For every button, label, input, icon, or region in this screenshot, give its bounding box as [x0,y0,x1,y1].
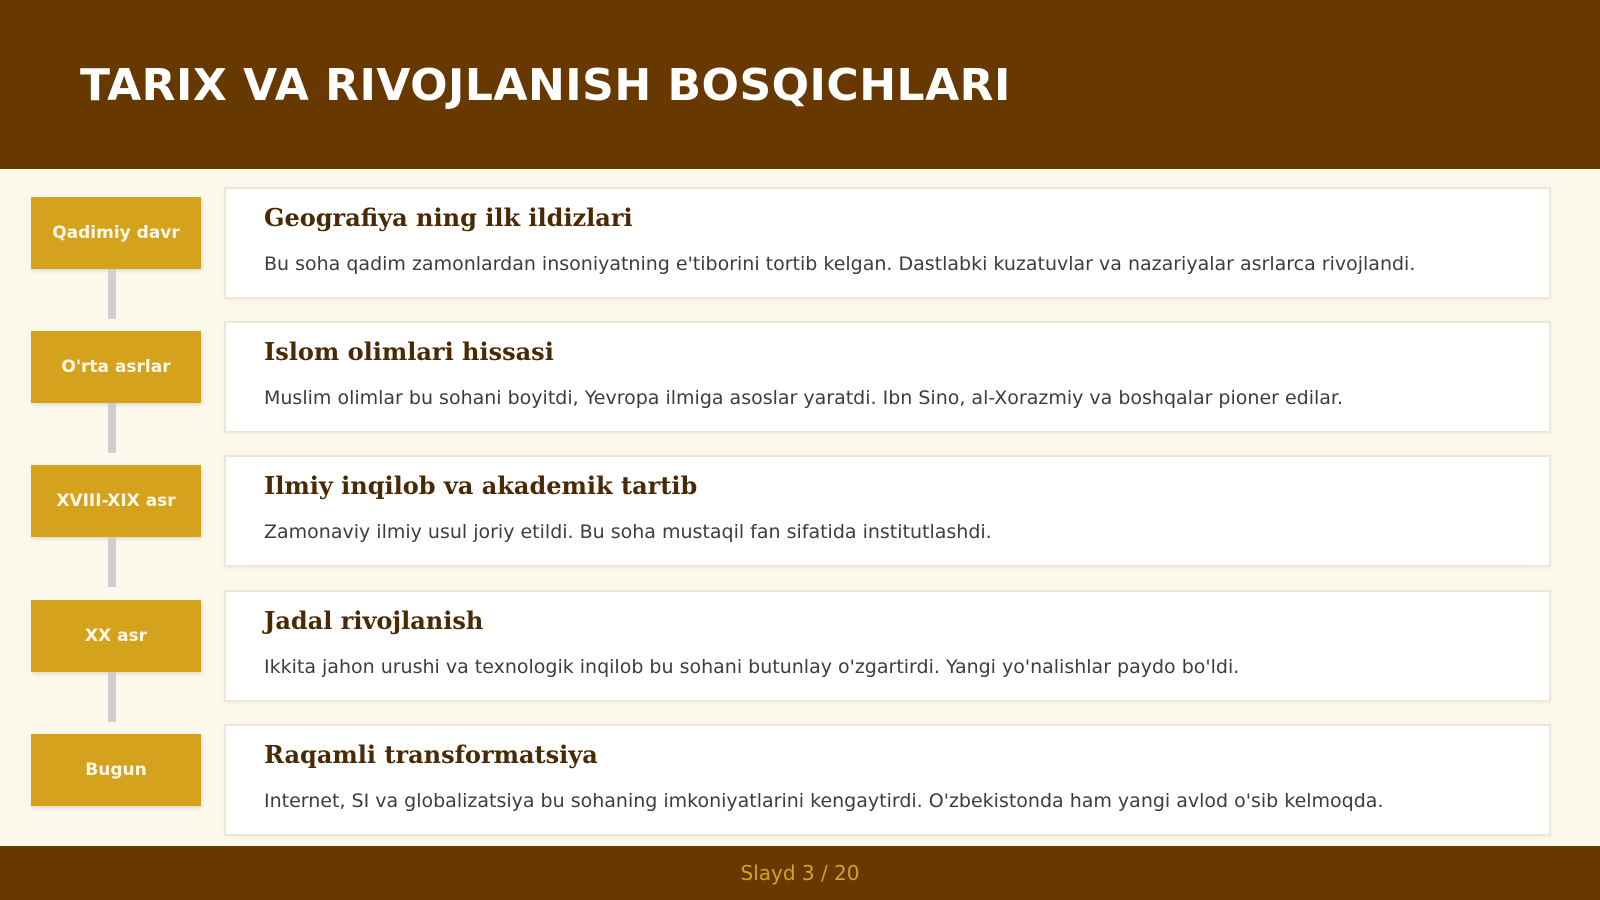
card-description: Bu soha qadim zamonlardan insoniyatning e'tiborini tortib kelgan. Dastlabki kuzatuvlar va nazariyalar asrlarca rivojlandi. [264,253,1416,275]
timeline-card [224,455,1551,567]
timeline-connector [108,672,116,722]
card-title: Geografiya ning ilk ildizlari [264,203,633,232]
timeline-item [0,590,1600,704]
era-badge: Qadimiy davr [31,197,201,269]
era-badge: XX asr [31,600,201,672]
card-title: Islom olimlari hissasi [264,337,554,366]
card-description: Internet, SI va globalizatsiya bu sohaning imkoniyatlarini kengaytirdi. O'zbekistonda ham yangi avlod o'sib kelmoqda. [264,790,1384,812]
card-description: Muslim olimlar bu sohani boyitdi, Yevropa ilmiga asoslar yaratdi. Ibn Sino, al-Xorazmiy va boshqalar pioner edilar. [264,387,1344,409]
card-title: Jadal rivojlanish [264,606,484,635]
timeline-connector [108,537,116,587]
era-badge: O'rta asrlar [31,331,201,403]
timeline-item [0,724,1600,838]
timeline-card [224,590,1551,702]
slide-counter: Slayd 3 / 20 [740,861,860,885]
timeline-item [0,455,1600,569]
era-badge: XVIII-XIX asr [31,465,201,537]
slide-title: TARIX VA RIVOJLANISH BOSQICHLARI [80,60,1011,111]
card-title: Ilmiy inqilob va akademik tartib [264,471,698,500]
timeline-connector [108,269,116,319]
timeline-item [0,321,1600,435]
slide-footer [0,846,1600,900]
card-description: Ikkita jahon urushi va texnologik inqilob bu sohani butunlay o'zgartirdi. Yangi yo'nalishlar paydo bo'ldi. [264,656,1240,678]
card-title: Raqamli transformatsiya [264,740,598,769]
era-badge: Bugun [31,734,201,806]
timeline-item [0,187,1600,301]
card-description: Zamonaviy ilmiy usul joriy etildi. Bu soha mustaqil fan sifatida institutlashdi. [264,521,992,543]
timeline-card [224,321,1551,433]
timeline-card [224,724,1551,836]
timeline-card [224,187,1551,299]
timeline-connector [108,403,116,453]
